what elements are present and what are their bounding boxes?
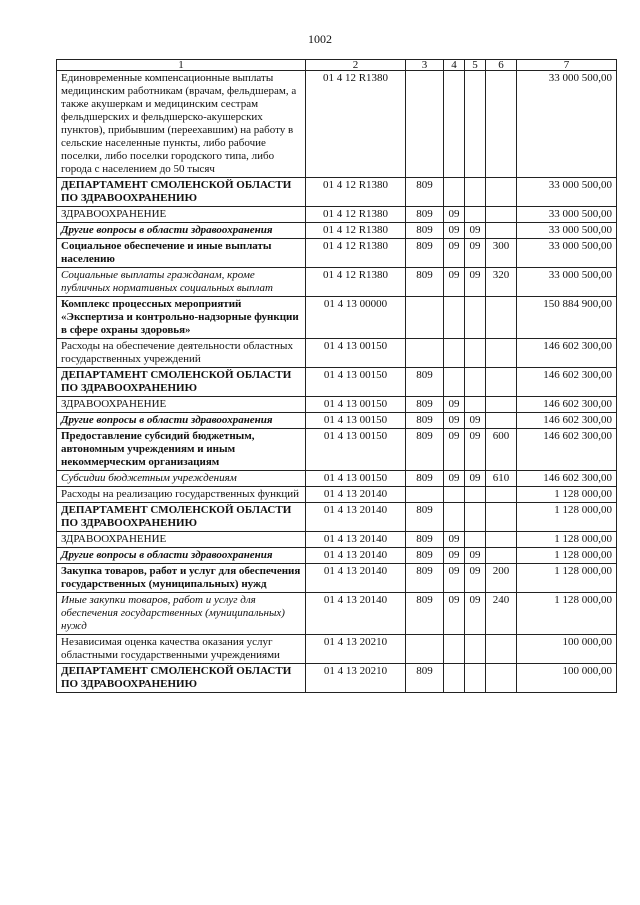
table-row [57, 397, 617, 413]
row-amount: 146 602 300,00 [517, 413, 617, 429]
row-subsection [465, 207, 486, 223]
row-section: 09 [444, 471, 465, 487]
row-subsection [465, 664, 486, 693]
table-row [57, 297, 617, 339]
row-admin-code: 809 [406, 503, 444, 532]
row-code: 01 4 12 R1380 [306, 223, 406, 239]
row-code: 01 4 13 00150 [306, 397, 406, 413]
row-amount: 33 000 500,00 [517, 178, 617, 207]
row-amount: 146 602 300,00 [517, 397, 617, 413]
row-section: 09 [444, 429, 465, 471]
row-code: 01 4 12 R1380 [306, 239, 406, 268]
table-row [57, 532, 617, 548]
row-code: 01 4 12 R1380 [306, 71, 406, 178]
row-section: 09 [444, 397, 465, 413]
row-expense-type: 300 [486, 239, 517, 268]
row-section [444, 503, 465, 532]
row-subsection [465, 71, 486, 178]
row-name: Расходы на обеспечение деятельности областных государственных учреждений [57, 339, 306, 368]
row-amount: 33 000 500,00 [517, 71, 617, 178]
row-admin-code: 809 [406, 268, 444, 297]
row-amount: 100 000,00 [517, 635, 617, 664]
row-subsection: 09 [465, 268, 486, 297]
row-admin-code: 809 [406, 239, 444, 268]
row-expense-type [486, 548, 517, 564]
row-code: 01 4 13 20140 [306, 532, 406, 548]
row-amount: 1 128 000,00 [517, 532, 617, 548]
row-code: 01 4 13 20210 [306, 635, 406, 664]
row-amount: 1 128 000,00 [517, 487, 617, 503]
row-subsection [465, 397, 486, 413]
row-subsection [465, 635, 486, 664]
row-amount: 150 884 900,00 [517, 297, 617, 339]
column-header: 3 [406, 60, 444, 71]
row-code: 01 4 13 20210 [306, 664, 406, 693]
row-amount: 33 000 500,00 [517, 268, 617, 297]
row-code: 01 4 12 R1380 [306, 207, 406, 223]
row-admin-code: 809 [406, 429, 444, 471]
table-row [57, 223, 617, 239]
row-admin-code [406, 71, 444, 178]
row-expense-type [486, 207, 517, 223]
row-subsection [465, 532, 486, 548]
row-expense-type [486, 532, 517, 548]
row-subsection [465, 339, 486, 368]
row-code: 01 4 13 00000 [306, 297, 406, 339]
table-row [57, 368, 617, 397]
row-subsection [465, 178, 486, 207]
row-name: Другие вопросы в области здравоохранения [57, 223, 306, 239]
row-expense-type: 200 [486, 564, 517, 593]
row-admin-code: 809 [406, 178, 444, 207]
row-expense-type [486, 297, 517, 339]
row-name: ДЕПАРТАМЕНТ СМОЛЕНСКОЙ ОБЛАСТИ ПО ЗДРАВООХРАНЕНИЮ [57, 178, 306, 207]
row-admin-code: 809 [406, 207, 444, 223]
row-code: 01 4 13 00150 [306, 339, 406, 368]
row-section [444, 487, 465, 503]
row-code: 01 4 13 20140 [306, 548, 406, 564]
table-row [57, 471, 617, 487]
row-section: 09 [444, 239, 465, 268]
row-name: ДЕПАРТАМЕНТ СМОЛЕНСКОЙ ОБЛАСТИ ПО ЗДРАВООХРАНЕНИЮ [57, 503, 306, 532]
row-subsection [465, 487, 486, 503]
row-subsection: 09 [465, 564, 486, 593]
row-code: 01 4 13 20140 [306, 487, 406, 503]
row-name: ЗДРАВООХРАНЕНИЕ [57, 397, 306, 413]
row-subsection [465, 297, 486, 339]
table-row [57, 564, 617, 593]
row-section: 09 [444, 532, 465, 548]
table-row [57, 664, 617, 693]
row-amount: 146 602 300,00 [517, 339, 617, 368]
row-expense-type [486, 503, 517, 532]
row-admin-code: 809 [406, 368, 444, 397]
table-row [57, 635, 617, 664]
row-section: 09 [444, 207, 465, 223]
row-code: 01 4 13 00150 [306, 471, 406, 487]
row-amount: 1 128 000,00 [517, 548, 617, 564]
row-section [444, 368, 465, 397]
row-subsection: 09 [465, 593, 486, 635]
table-row [57, 71, 617, 178]
row-name: Предоставление субсидий бюджетным, автономным учреждениям и иным некоммерческим организациям [57, 429, 306, 471]
row-admin-code: 809 [406, 564, 444, 593]
row-section [444, 178, 465, 207]
row-admin-code: 809 [406, 397, 444, 413]
row-section: 09 [444, 413, 465, 429]
row-name: Независимая оценка качества оказания услуг областными государственными учреждениями [57, 635, 306, 664]
row-amount: 146 602 300,00 [517, 429, 617, 471]
row-admin-code: 809 [406, 593, 444, 635]
row-section: 09 [444, 564, 465, 593]
row-admin-code [406, 487, 444, 503]
row-code: 01 4 12 R1380 [306, 268, 406, 297]
row-expense-type [486, 635, 517, 664]
row-name: ЗДРАВООХРАНЕНИЕ [57, 532, 306, 548]
row-name: Социальное обеспечение и иные выплаты населению [57, 239, 306, 268]
row-amount: 146 602 300,00 [517, 368, 617, 397]
column-header: 4 [444, 60, 465, 71]
row-admin-code: 809 [406, 548, 444, 564]
row-admin-code [406, 635, 444, 664]
row-subsection: 09 [465, 471, 486, 487]
row-expense-type: 610 [486, 471, 517, 487]
table-body [57, 60, 617, 693]
row-code: 01 4 13 00150 [306, 429, 406, 471]
row-name: Комплекс процессных мероприятий «Экспертиза и контрольно-надзорные функции в сфере охраны здоровья» [57, 297, 306, 339]
column-header: 2 [306, 60, 406, 71]
row-expense-type [486, 223, 517, 239]
row-admin-code: 809 [406, 413, 444, 429]
row-expense-type [486, 71, 517, 178]
table-row [57, 548, 617, 564]
row-amount: 33 000 500,00 [517, 223, 617, 239]
row-name: Иные закупки товаров, работ и услуг для обеспечения государственных (муниципальных) нужд [57, 593, 306, 635]
row-amount: 33 000 500,00 [517, 207, 617, 223]
row-code: 01 4 13 00150 [306, 413, 406, 429]
row-name: Субсидии бюджетным учреждениям [57, 471, 306, 487]
row-subsection: 09 [465, 548, 486, 564]
row-expense-type [486, 664, 517, 693]
column-header: 6 [486, 60, 517, 71]
row-code: 01 4 13 20140 [306, 564, 406, 593]
row-section: 09 [444, 268, 465, 297]
table-row [57, 503, 617, 532]
row-subsection: 09 [465, 413, 486, 429]
row-admin-code: 809 [406, 471, 444, 487]
row-subsection: 09 [465, 239, 486, 268]
row-section [444, 297, 465, 339]
table-row [57, 593, 617, 635]
row-amount: 33 000 500,00 [517, 239, 617, 268]
row-subsection: 09 [465, 223, 486, 239]
row-code: 01 4 13 00150 [306, 368, 406, 397]
row-amount: 1 128 000,00 [517, 503, 617, 532]
row-code: 01 4 13 20140 [306, 593, 406, 635]
row-section: 09 [444, 223, 465, 239]
row-section [444, 339, 465, 368]
row-name: Другие вопросы в области здравоохранения [57, 548, 306, 564]
page-number: 1002 [308, 32, 332, 46]
table-header-row [57, 60, 617, 71]
row-expense-type [486, 368, 517, 397]
column-header: 5 [465, 60, 486, 71]
row-name: Закупка товаров, работ и услуг для обеспечения государственных (муниципальных) нужд [57, 564, 306, 593]
row-name: Расходы на реализацию государственных функций [57, 487, 306, 503]
table-row [57, 413, 617, 429]
row-expense-type [486, 413, 517, 429]
row-subsection [465, 503, 486, 532]
row-name: ДЕПАРТАМЕНТ СМОЛЕНСКОЙ ОБЛАСТИ ПО ЗДРАВООХРАНЕНИЮ [57, 368, 306, 397]
row-expense-type: 240 [486, 593, 517, 635]
row-section [444, 664, 465, 693]
table-row [57, 429, 617, 471]
row-admin-code: 809 [406, 532, 444, 548]
row-subsection: 09 [465, 429, 486, 471]
row-amount: 1 128 000,00 [517, 564, 617, 593]
row-amount: 146 602 300,00 [517, 471, 617, 487]
row-amount: 1 128 000,00 [517, 593, 617, 635]
row-expense-type [486, 339, 517, 368]
row-code: 01 4 12 R1380 [306, 178, 406, 207]
row-expense-type: 320 [486, 268, 517, 297]
row-name: Социальные выплаты гражданам, кроме публичных нормативных социальных выплат [57, 268, 306, 297]
row-expense-type [486, 397, 517, 413]
table-row [57, 207, 617, 223]
row-name: ЗДРАВООХРАНЕНИЕ [57, 207, 306, 223]
row-section: 09 [444, 593, 465, 635]
row-amount: 100 000,00 [517, 664, 617, 693]
row-admin-code: 809 [406, 664, 444, 693]
row-subsection [465, 368, 486, 397]
table-row [57, 239, 617, 268]
row-section [444, 635, 465, 664]
column-header: 1 [57, 60, 306, 71]
row-expense-type: 600 [486, 429, 517, 471]
table-row [57, 339, 617, 368]
row-name: Другие вопросы в области здравоохранения [57, 413, 306, 429]
column-header: 7 [517, 60, 617, 71]
table-row [57, 268, 617, 297]
row-code: 01 4 13 20140 [306, 503, 406, 532]
row-section [444, 71, 465, 178]
row-expense-type [486, 178, 517, 207]
row-name: ДЕПАРТАМЕНТ СМОЛЕНСКОЙ ОБЛАСТИ ПО ЗДРАВООХРАНЕНИЮ [57, 664, 306, 693]
row-admin-code [406, 297, 444, 339]
row-admin-code: 809 [406, 223, 444, 239]
row-admin-code [406, 339, 444, 368]
row-name: Единовременные компенсационные выплаты медицинским работникам (врачам, фельдшерам, а также акушеркам и медицинским сестрам фельдшерских и фельдшерско-акушерских пунктов), прибывшим (переехавшим) на работу в сельские населенные пункты, либо рабочие поселки, либо поселки городского типа, либо города с населением до 50 тысяч [57, 71, 306, 178]
row-expense-type [486, 487, 517, 503]
table-row [57, 178, 617, 207]
table-row [57, 487, 617, 503]
budget-table [56, 59, 617, 693]
row-section: 09 [444, 548, 465, 564]
